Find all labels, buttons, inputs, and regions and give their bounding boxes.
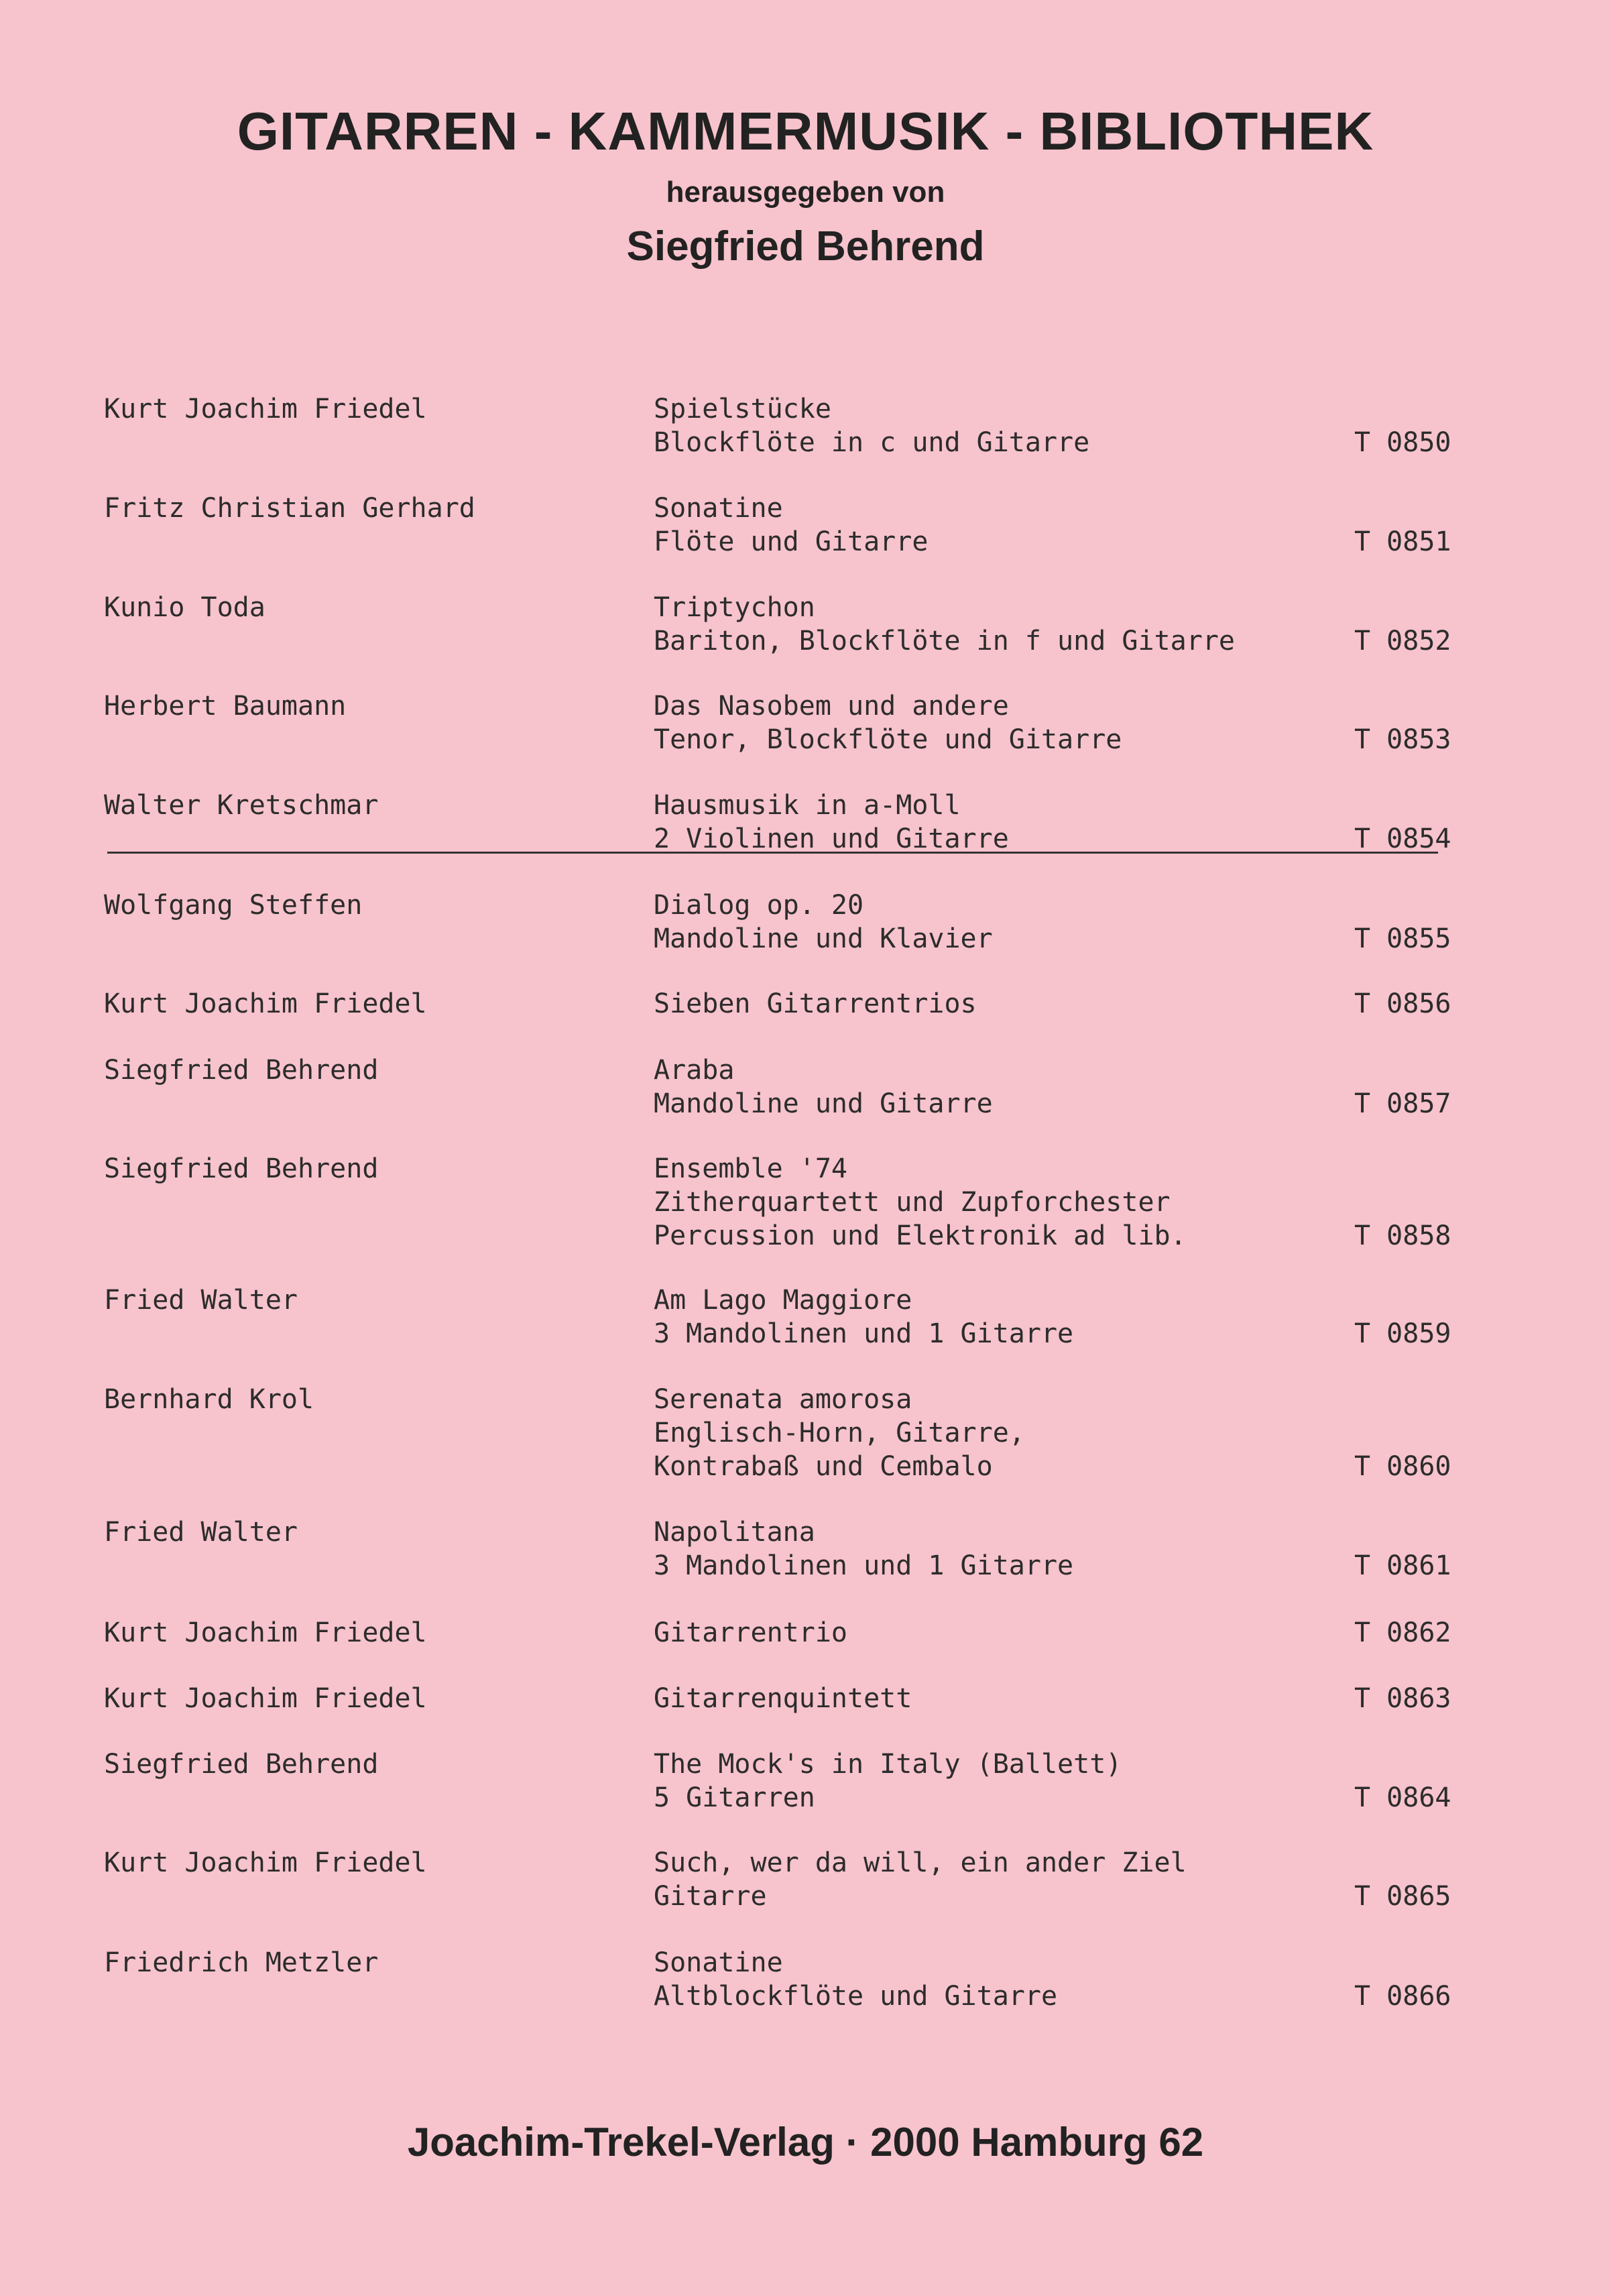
- catalog-number: T 0866: [1354, 1981, 1451, 2012]
- composer-name: Herbert Baumann: [104, 691, 347, 722]
- work-title: Dialog op. 20: [654, 890, 864, 921]
- work-description: [654, 1515, 1073, 1583]
- composer-name: Fried Walter: [104, 1285, 298, 1316]
- work-description: [654, 987, 977, 1021]
- work-title: Sieben Gitarrentrios: [654, 988, 977, 1019]
- catalog-number: T 0850: [1354, 427, 1451, 458]
- work-description: [654, 1747, 1122, 1815]
- work-title: Napolitana: [654, 1517, 815, 1548]
- work-description: [654, 1383, 1025, 1483]
- composer-name: Fried Walter: [104, 1517, 298, 1548]
- work-description: [654, 492, 928, 559]
- editor-name: Siegfried Behrend: [626, 223, 985, 270]
- work-instrumentation: Mandoline und Gitarre: [654, 1088, 993, 1119]
- catalog-number: T 0851: [1354, 526, 1451, 557]
- composer-name: Kurt Joachim Friedel: [104, 1847, 427, 1878]
- work-description: [654, 1152, 1187, 1253]
- work-instrumentation: 2 Violinen und Gitarre: [654, 823, 1009, 854]
- composer-name: Kurt Joachim Friedel: [104, 988, 427, 1019]
- work-instrumentation: Percussion und Elektronik ad lib.: [654, 1220, 1187, 1251]
- work-title: Gitarrenquintett: [654, 1683, 912, 1714]
- work-title: Sonatine: [654, 493, 783, 524]
- catalog-number: T 0859: [1354, 1318, 1451, 1349]
- catalog-number: T 0857: [1354, 1088, 1451, 1119]
- work-title: Am Lago Maggiore: [654, 1285, 912, 1316]
- work-instrumentation: Mandoline und Klavier: [654, 923, 993, 954]
- work-title: Hausmusik in a-Moll: [654, 790, 961, 821]
- composer-name: Friedrich Metzler: [104, 1947, 379, 1978]
- catalog-number: T 0862: [1354, 1617, 1451, 1648]
- work-description: [654, 1846, 1187, 1913]
- work-instrumentation: 3 Mandolinen und 1 Gitarre: [654, 1550, 1074, 1581]
- composer-name: Wolfgang Steffen: [104, 890, 363, 921]
- composer-name: Fritz Christian Gerhard: [104, 493, 475, 524]
- work-instrumentation: Bariton, Blockflöte in f und Gitarre: [654, 626, 1235, 656]
- catalog-number: T 0855: [1354, 923, 1451, 954]
- work-title: Ensemble '74: [654, 1153, 847, 1184]
- catalog-number: T 0860: [1354, 1451, 1451, 1482]
- work-title: Das Nasobem und andere: [654, 691, 1009, 722]
- work-description: [654, 1283, 1073, 1351]
- composer-name: Kunio Toda: [104, 592, 265, 623]
- work-description: [654, 591, 1235, 658]
- work-instrumentation: Flöte und Gitarre: [654, 526, 929, 557]
- catalog-number: T 0858: [1354, 1220, 1451, 1251]
- section-divider: [107, 852, 1438, 854]
- composer-name: Bernhard Krol: [104, 1384, 314, 1415]
- composer-name: Siegfried Behrend: [104, 1153, 379, 1184]
- work-title: The Mock's in Italy (Ballett): [654, 1749, 1122, 1780]
- catalog-number: T 0856: [1354, 988, 1451, 1019]
- work-instrumentation: Gitarre: [654, 1881, 767, 1912]
- work-description: [654, 689, 1122, 756]
- composer-name: Kurt Joachim Friedel: [104, 1617, 427, 1648]
- work-title: Triptychon: [654, 592, 815, 623]
- work-description: [654, 1682, 912, 1715]
- work-description: [654, 1946, 1057, 2013]
- composer-name: Walter Kretschmar: [104, 790, 379, 821]
- catalog-number: T 0852: [1354, 626, 1451, 656]
- work-instrumentation: Altblockflöte und Gitarre: [654, 1981, 1058, 2012]
- work-title: Serenata amorosa: [654, 1384, 912, 1415]
- catalog-number: T 0853: [1354, 724, 1451, 755]
- publisher-footer: Joachim-Trekel-Verlag · 2000 Hamburg 62: [407, 2120, 1204, 2165]
- work-instrumentation: 5 Gitarren: [654, 1782, 815, 1813]
- work-title: Gitarrentrio: [654, 1617, 847, 1648]
- work-instrumentation: 3 Mandolinen und 1 Gitarre: [654, 1318, 1074, 1349]
- work-instrumentation: Kontrabaß und Cembalo: [654, 1451, 993, 1482]
- catalog-number: T 0861: [1354, 1550, 1451, 1581]
- work-title: Sonatine: [654, 1947, 783, 1978]
- page-title: GITARREN - KAMMERMUSIK - BIBLIOTHEK: [237, 101, 1374, 161]
- work-description: [654, 789, 1009, 856]
- work-instrumentation: Tenor, Blockflöte und Gitarre: [654, 724, 1122, 755]
- work-description: [654, 392, 1089, 459]
- composer-name: Kurt Joachim Friedel: [104, 394, 427, 424]
- catalog-number: T 0865: [1354, 1881, 1451, 1912]
- composer-name: Siegfried Behrend: [104, 1055, 379, 1086]
- work-description: [654, 1616, 847, 1650]
- work-description: [654, 1053, 993, 1121]
- work-title: Spielstücke: [654, 394, 831, 424]
- catalog-number: T 0863: [1354, 1683, 1451, 1714]
- work-instrumentation: Zitherquartett und Zupforchester: [654, 1187, 1171, 1218]
- work-title: Such, wer da will, ein ander Ziel: [654, 1847, 1187, 1878]
- work-instrumentation: Englisch-Horn, Gitarre,: [654, 1418, 1025, 1448]
- catalog-number: T 0864: [1354, 1782, 1451, 1813]
- work-description: [654, 888, 993, 956]
- composer-name: Siegfried Behrend: [104, 1749, 379, 1780]
- catalog-number: T 0854: [1354, 823, 1451, 854]
- page-subtitle: herausgegeben von: [666, 176, 945, 209]
- work-title: Araba: [654, 1055, 735, 1086]
- composer-name: Kurt Joachim Friedel: [104, 1683, 427, 1714]
- work-instrumentation: Blockflöte in c und Gitarre: [654, 427, 1090, 458]
